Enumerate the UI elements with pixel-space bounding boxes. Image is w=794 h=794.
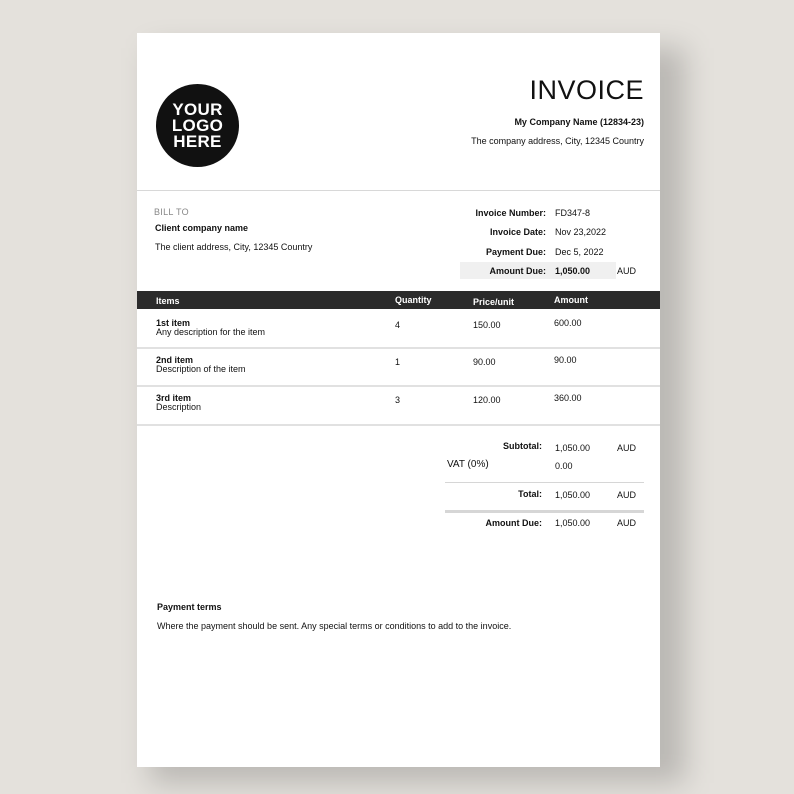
subtotal-label: Subtotal: [503,441,542,451]
summary-amount-due-currency: AUD [617,518,637,528]
total-value: 1,050.00 [555,490,591,500]
invoice-date: Nov 23,2022 [555,227,607,237]
item-price: 150.00 [473,320,501,330]
logo-text-line: LOGO [171,115,224,135]
payment-terms-title: Payment terms [157,602,222,612]
item-amount: 360.00 [554,393,582,403]
column-header-quantity: Quantity [395,295,432,305]
table-row [137,387,660,424]
row-divider [137,424,660,426]
item-name: 1st item [156,318,191,328]
vat-label: VAT (0%) [447,459,489,470]
client-address: The client address, City, 12345 Country [155,242,313,252]
invoice-sheet [137,33,660,767]
logo-text-line: HERE [173,131,222,151]
company-name: My Company Name (12834-23) [514,117,644,127]
invoice-number-label: Invoice Number: [475,208,546,218]
table-row [137,349,660,386]
summary-amount-due-value: 1,050.00 [555,518,591,528]
invoice-date-label: Invoice Date: [489,227,546,237]
item-amount: 90.00 [554,355,577,365]
item-description: Description of the item [156,364,246,374]
payment-due: Dec 5, 2022 [555,247,604,257]
amount-due-value: 1,050.00 [555,266,591,276]
subtotal-currency: AUD [617,443,637,453]
invoice-title: INVOICE [529,75,644,105]
item-quantity: 4 [395,320,401,330]
company-address: The company address, City, 12345 Country [471,136,644,146]
item-name: 2nd item [156,355,194,365]
vat-value: 0.00 [555,461,573,471]
item-name: 3rd item [156,393,192,403]
bill-to-label: BILL TO [154,207,189,217]
item-price: 120.00 [473,395,501,405]
item-amount: 600.00 [554,318,582,328]
item-description: Any description for the item [156,327,266,337]
item-price: 90.00 [473,357,496,367]
header-divider [137,190,660,191]
column-header-amount: Amount [554,295,588,305]
client-name: Client company name [155,223,249,233]
logo [156,84,239,167]
subtotal-value: 1,050.00 [555,443,591,453]
payment-terms-text: Where the payment should be sent. Any special terms or conditions to add to the invoice. [157,621,512,631]
summary-divider [445,510,644,513]
item-quantity: 1 [395,357,401,367]
table-row [137,312,660,349]
summary-amount-due-label: Amount Due: [485,518,542,528]
invoice-number: FD347-8 [555,208,591,218]
summary-divider [445,482,644,483]
total-currency: AUD [617,490,637,500]
payment-due-label: Payment Due: [485,247,546,257]
total-label: Total: [518,489,542,499]
column-header-price: Price/unit [473,297,515,307]
item-quantity: 3 [395,395,401,405]
logo-text-line: YOUR [172,99,223,119]
amount-due-label: Amount Due: [489,266,546,276]
amount-due-currency: AUD [617,266,637,276]
item-description: Description [156,402,202,412]
items-table-header [137,291,660,309]
column-header-items: Items [156,296,180,306]
